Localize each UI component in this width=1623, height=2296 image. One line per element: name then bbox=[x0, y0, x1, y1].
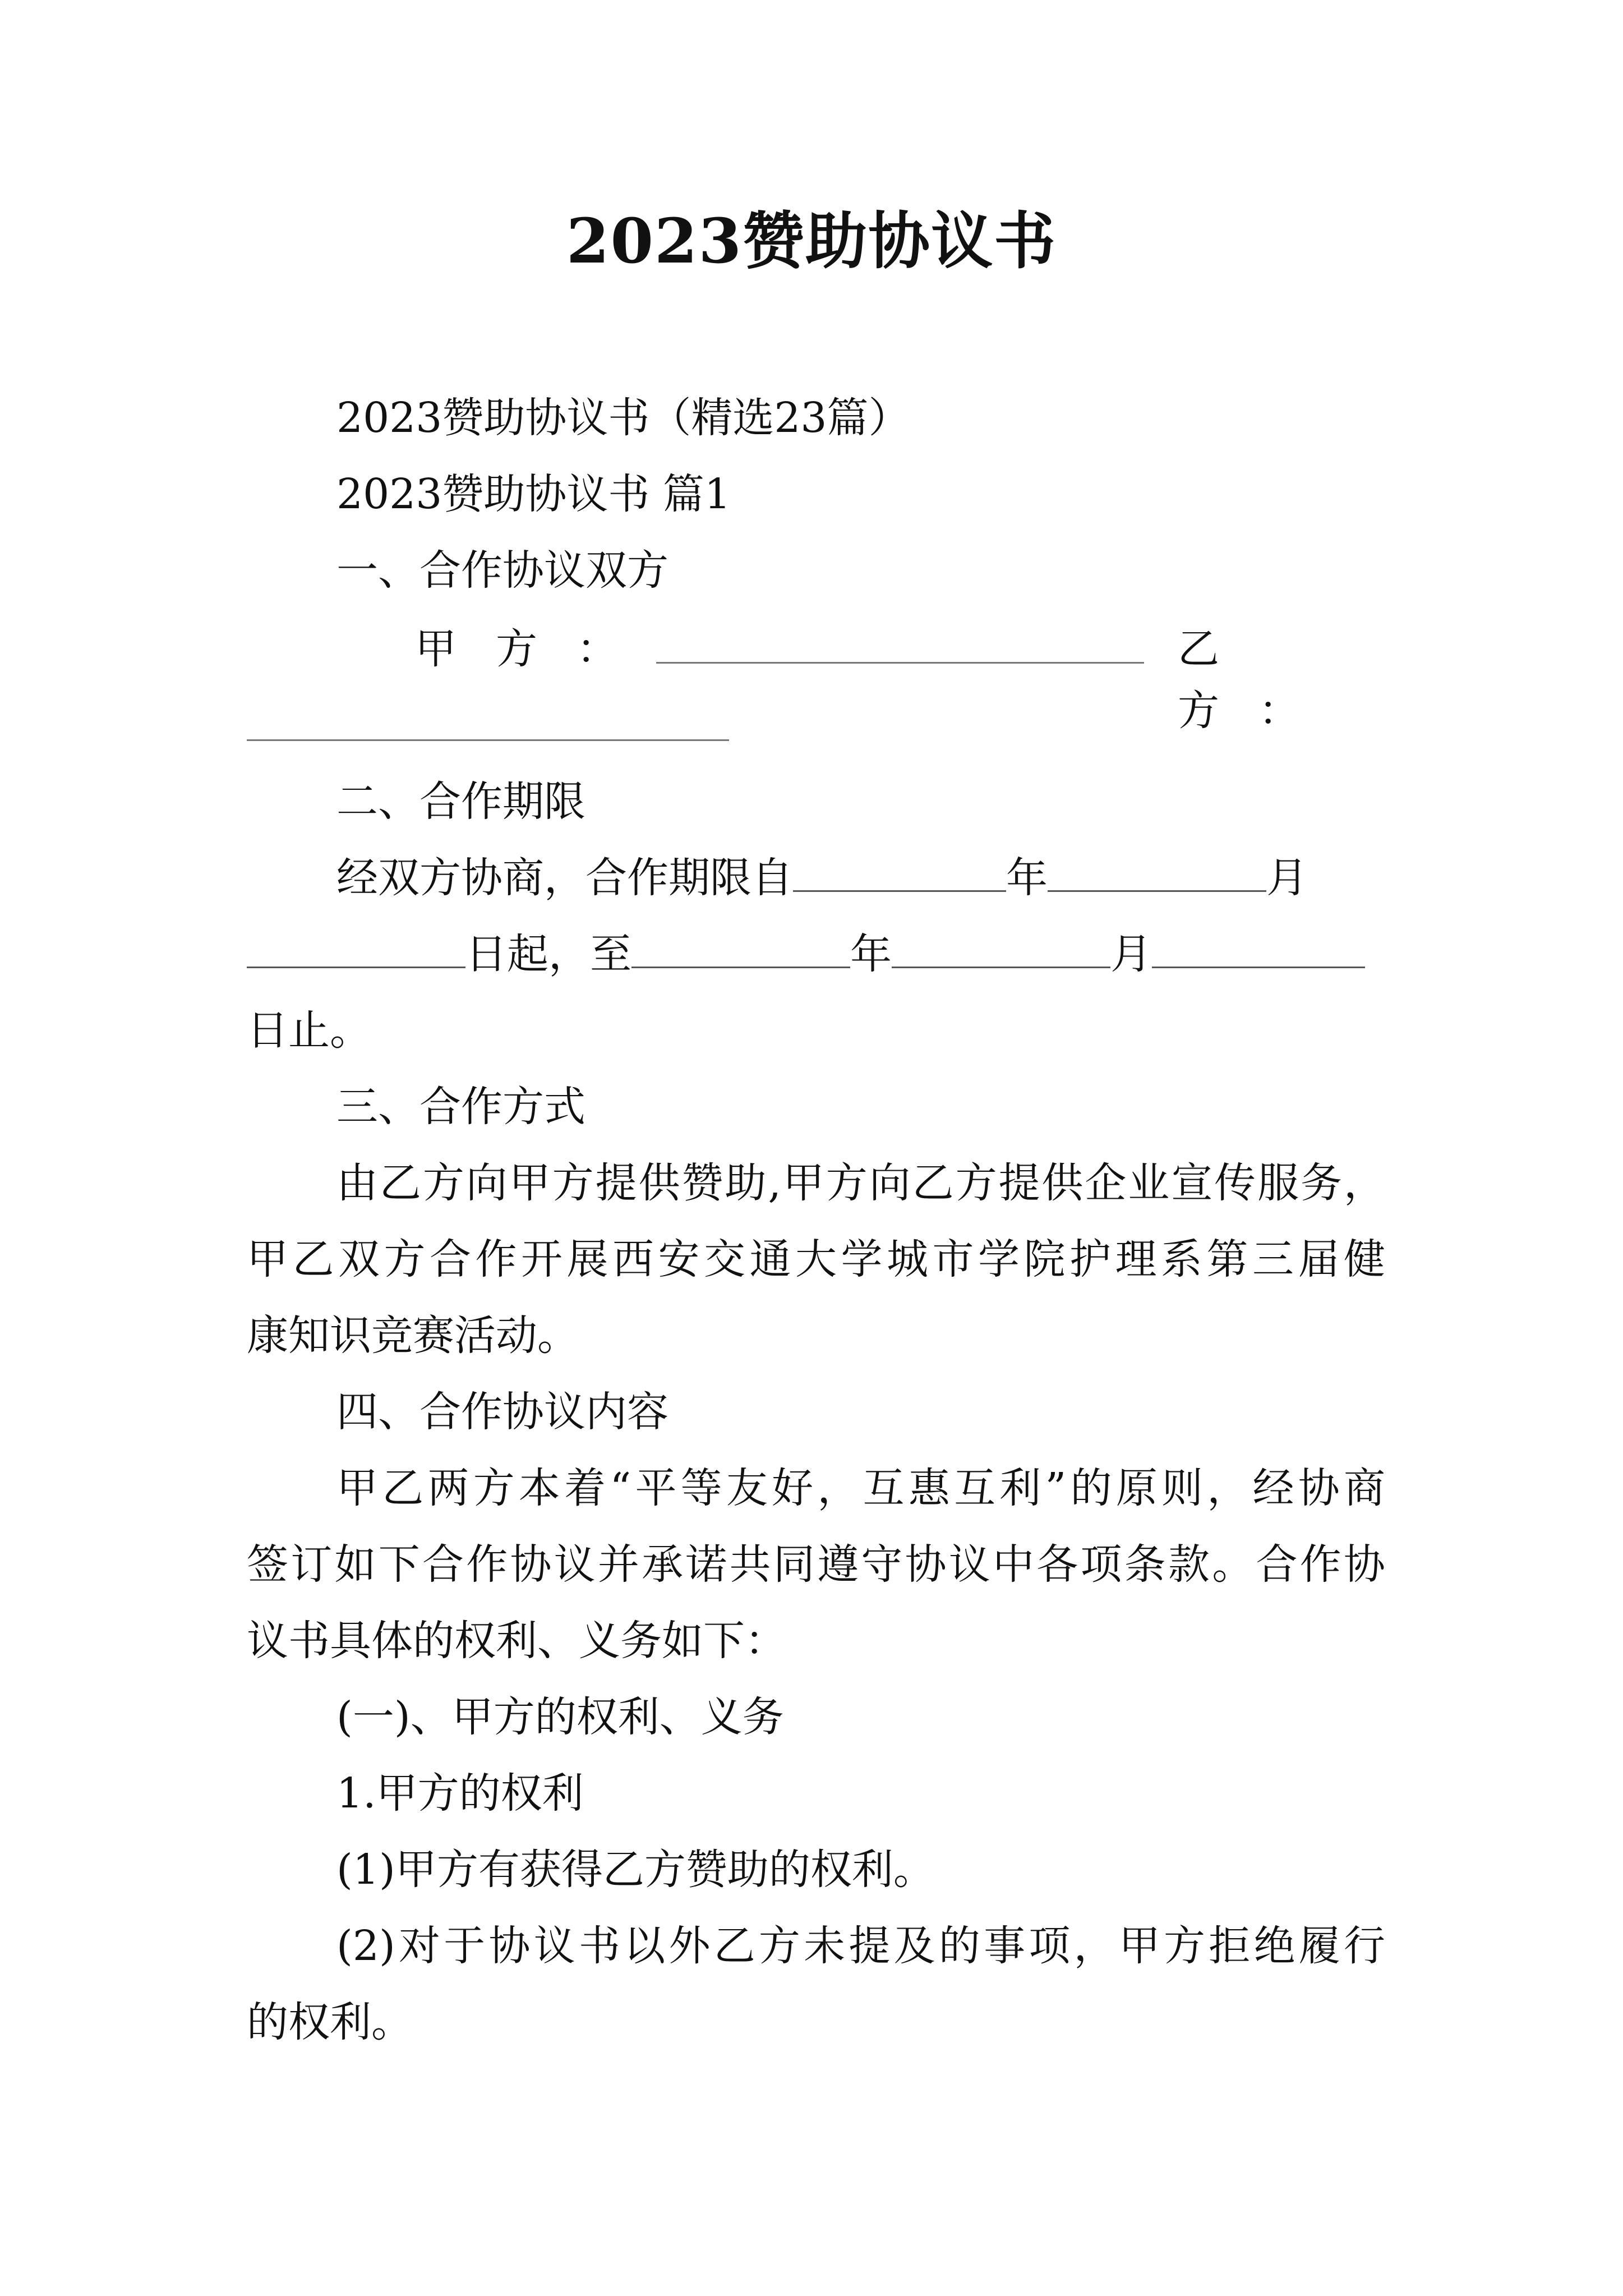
end-year-blank bbox=[631, 925, 850, 968]
end-month-blank bbox=[892, 925, 1110, 968]
start-month-blank bbox=[1048, 849, 1266, 892]
sub1-heading: (一)、甲方的权利、义务 bbox=[336, 1693, 784, 1741]
item1-1: (1)甲方有获得乙方赞助的权利。 bbox=[336, 1846, 935, 1894]
end-year-label: 年 bbox=[850, 930, 892, 978]
section2-heading: 二、合作期限 bbox=[336, 777, 585, 826]
parties-row bbox=[415, 618, 1391, 735]
year-label: 年 bbox=[1006, 854, 1048, 902]
term-line-3: 日止。 bbox=[247, 1006, 371, 1055]
section3-line-2: 甲乙双方合作开展西安交通大学城市学院护理系第三届健 bbox=[247, 1235, 1385, 1283]
section4-line-1: 甲乙两方本着“平等友好，互惠互利”的原则，经协商 bbox=[336, 1464, 1385, 1512]
item1-heading: 1.甲方的权利 bbox=[336, 1769, 584, 1818]
party-b-blank bbox=[247, 739, 729, 741]
section4-heading: 四、合作协议内容 bbox=[336, 1388, 668, 1436]
term-start-text: 经双方协商，合作期限自 bbox=[336, 854, 793, 902]
term-line-1 bbox=[336, 847, 1385, 909]
section4-line-2: 签订如下合作协议并承诺共同遵守协议中各项条款。合作协 bbox=[247, 1540, 1385, 1589]
start-year-blank bbox=[793, 849, 1006, 892]
document-subtitle: 2023赞助协议书（精选23篇） bbox=[336, 394, 910, 442]
term-day-from-text: 日起，至 bbox=[465, 930, 631, 978]
section3-line-3: 康知识竞赛活动。 bbox=[247, 1312, 579, 1360]
section3-line-1: 由乙方向甲方提供赞助,甲方向乙方提供企业宣传服务， bbox=[336, 1159, 1385, 1207]
section3-heading: 三、合作方式 bbox=[336, 1083, 585, 1131]
item1-2-line-1: (2)对于协议书以外乙方未提及的事项，甲方拒绝履行 bbox=[336, 1922, 1385, 1970]
term-line-2 bbox=[247, 923, 1385, 985]
document-title: 2023赞助协议书 bbox=[566, 205, 1057, 277]
month-label: 月 bbox=[1266, 854, 1308, 902]
item1-2-line-2: 的权利。 bbox=[247, 1998, 413, 2046]
party-a-label: 甲方： bbox=[415, 625, 657, 673]
end-day-blank bbox=[1152, 925, 1365, 968]
section4-line-3: 议书具体的权利、义务如下： bbox=[247, 1617, 786, 1665]
chapter-heading: 2023赞助协议书 篇1 bbox=[336, 470, 731, 518]
end-month-label: 月 bbox=[1110, 930, 1152, 978]
party-a-blank bbox=[656, 662, 1144, 664]
start-day-blank bbox=[247, 925, 465, 968]
section1-heading: 一、合作协议双方 bbox=[336, 546, 668, 595]
party-b-label: 乙方： bbox=[1178, 625, 1339, 735]
